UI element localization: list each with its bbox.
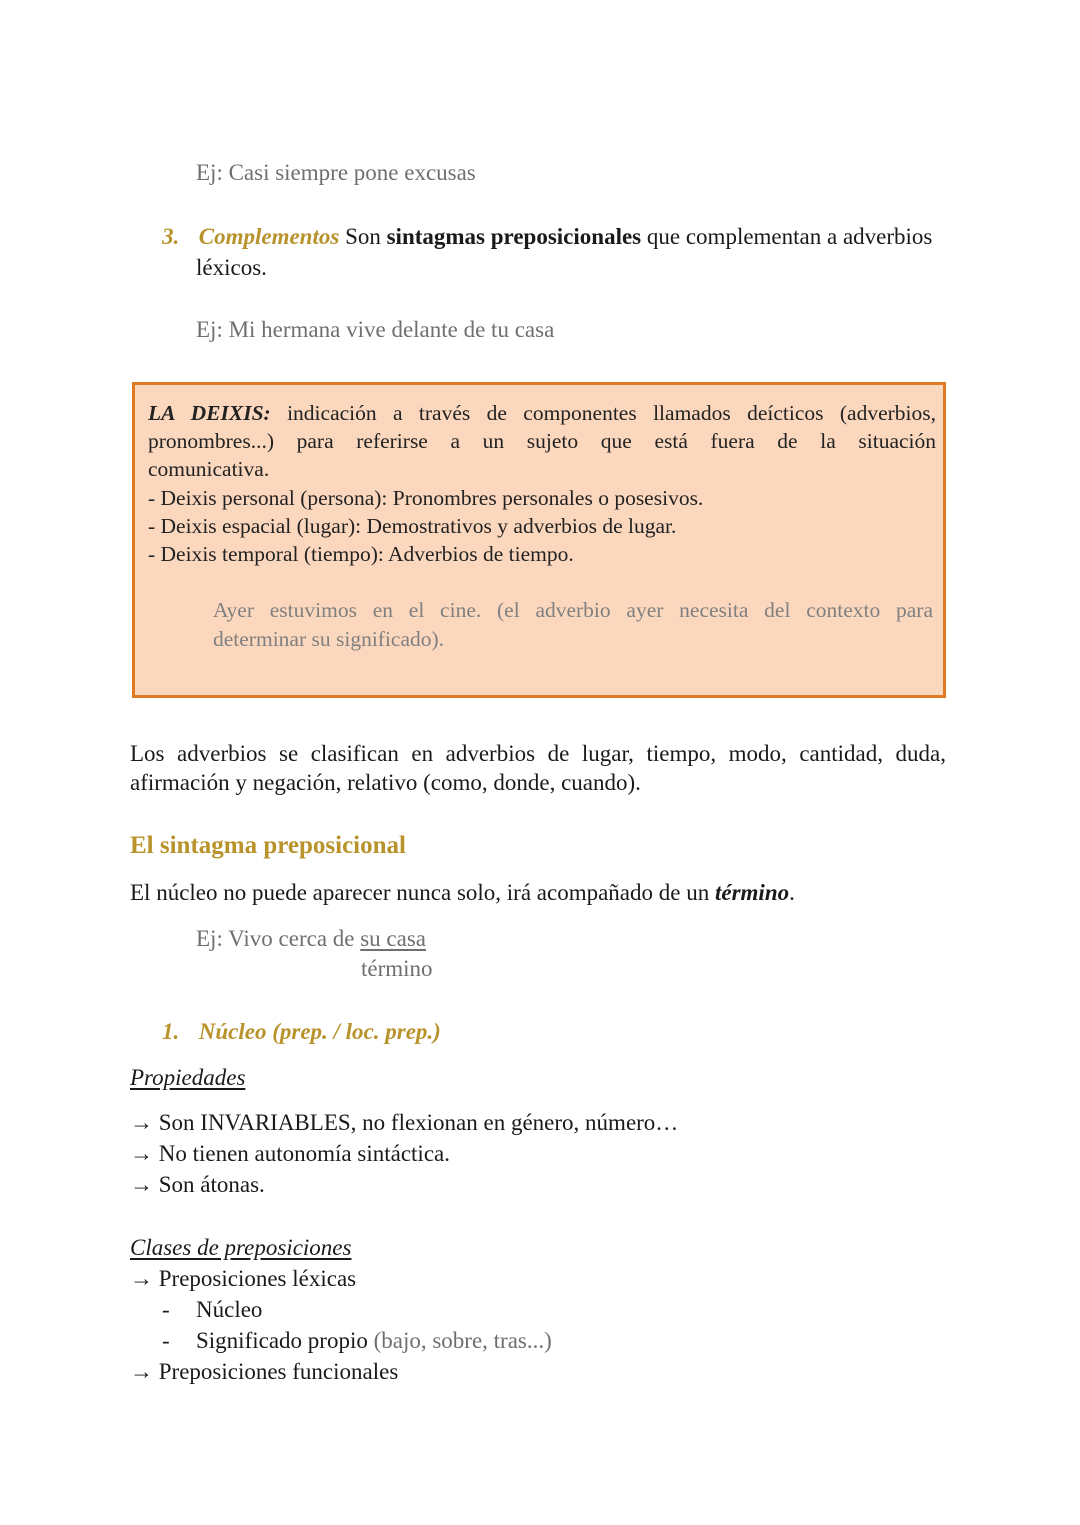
propiedad-invariables: → Son INVARIABLES, no flexionan en género, número… <box>130 1110 679 1135</box>
nucleo-heading <box>162 1019 441 1045</box>
sp-intro <box>130 880 795 906</box>
deixis-item-espacial: - Deixis espacial (lugar): Demostrativos y adverbios de lugar. <box>148 514 677 538</box>
deixis-def-line2: pronombres...) para referirse a un sujeto que está fuera de la situación <box>148 429 936 453</box>
deixis-item-personal: - Deixis personal (persona): Pronombres personales o posesivos. <box>148 486 704 510</box>
sp-intro-end: . <box>789 880 795 905</box>
complementos-text-a: Son <box>339 224 387 249</box>
clases-sub2 <box>196 1328 552 1354</box>
clases-sub2-dash: - <box>162 1328 170 1353</box>
propiedad-atonas: → Son átonas. <box>130 1172 265 1197</box>
complementos-number: 3. <box>162 224 180 249</box>
nucleo-number: 1. <box>162 1019 180 1044</box>
clases-funcionales: → Preposiciones funcionales <box>130 1359 399 1384</box>
sp-example-text: Ej: Vivo cerca de <box>196 926 361 951</box>
clases-sub1: Núcleo <box>196 1297 263 1322</box>
clases-sub2-text: Significado propio <box>196 1328 368 1353</box>
propiedades-heading: Propiedades <box>130 1065 246 1090</box>
deixis-title: LA DEIXIS: <box>148 401 271 425</box>
complementos-text-b: sintagmas preposicionales <box>386 224 642 249</box>
clasificacion-line1: Los adverbios se clasifican en adverbios de lugar, tiempo, modo, cantidad, duda, <box>130 741 946 766</box>
sp-heading: El sintagma preposicional <box>130 832 406 859</box>
deixis-def-line1 <box>148 399 936 428</box>
deixis-example-line1: Ayer estuvimos en el cine. (el adverbio ayer necesita del contexto para <box>213 598 933 622</box>
propiedad-autonomia: → No tienen autonomía sintáctica. <box>130 1141 450 1166</box>
deixis-def-l1: indicación a través de componentes llamados deícticos (adverbios, <box>270 401 936 425</box>
deixis-box <box>132 382 946 698</box>
deixis-example-line2: determinar su significado). <box>213 627 445 651</box>
sp-example <box>196 926 426 952</box>
clases-sub2-examples: (bajo, sobre, tras...) <box>367 1328 552 1353</box>
complementos-text-c: que complementan a adverbios <box>641 224 933 249</box>
sp-intro-text: El núcleo no puede aparecer nunca solo, irá acompañado de un <box>130 880 715 905</box>
deixis-def-line3: comunicativa. <box>148 457 270 481</box>
clasificacion-line2: afirmación y negación, relativo (como, donde, cuando). <box>130 770 641 795</box>
clases-sub1-dash: - <box>162 1297 170 1322</box>
sp-intro-term: término <box>714 880 790 905</box>
example-casi: Ej: Casi siempre pone excusas <box>196 160 476 185</box>
sp-example-label: término <box>361 956 433 981</box>
complementos-example: Ej: Mi hermana vive delante de tu casa <box>196 317 555 342</box>
clases-heading: Clases de preposiciones <box>130 1235 352 1260</box>
deixis-item-temporal: - Deixis temporal (tiempo): Adverbios de tiempo. <box>148 542 574 566</box>
complementos-line2: léxicos. <box>196 255 267 280</box>
complementos-title: Complementos <box>198 224 340 249</box>
sp-example-underlined: su casa <box>360 926 427 951</box>
clases-lexicas: → Preposiciones léxicas <box>130 1266 357 1291</box>
nucleo-title: Núcleo (prep. / loc. prep.) <box>198 1019 441 1044</box>
complementos-line1 <box>162 224 932 250</box>
